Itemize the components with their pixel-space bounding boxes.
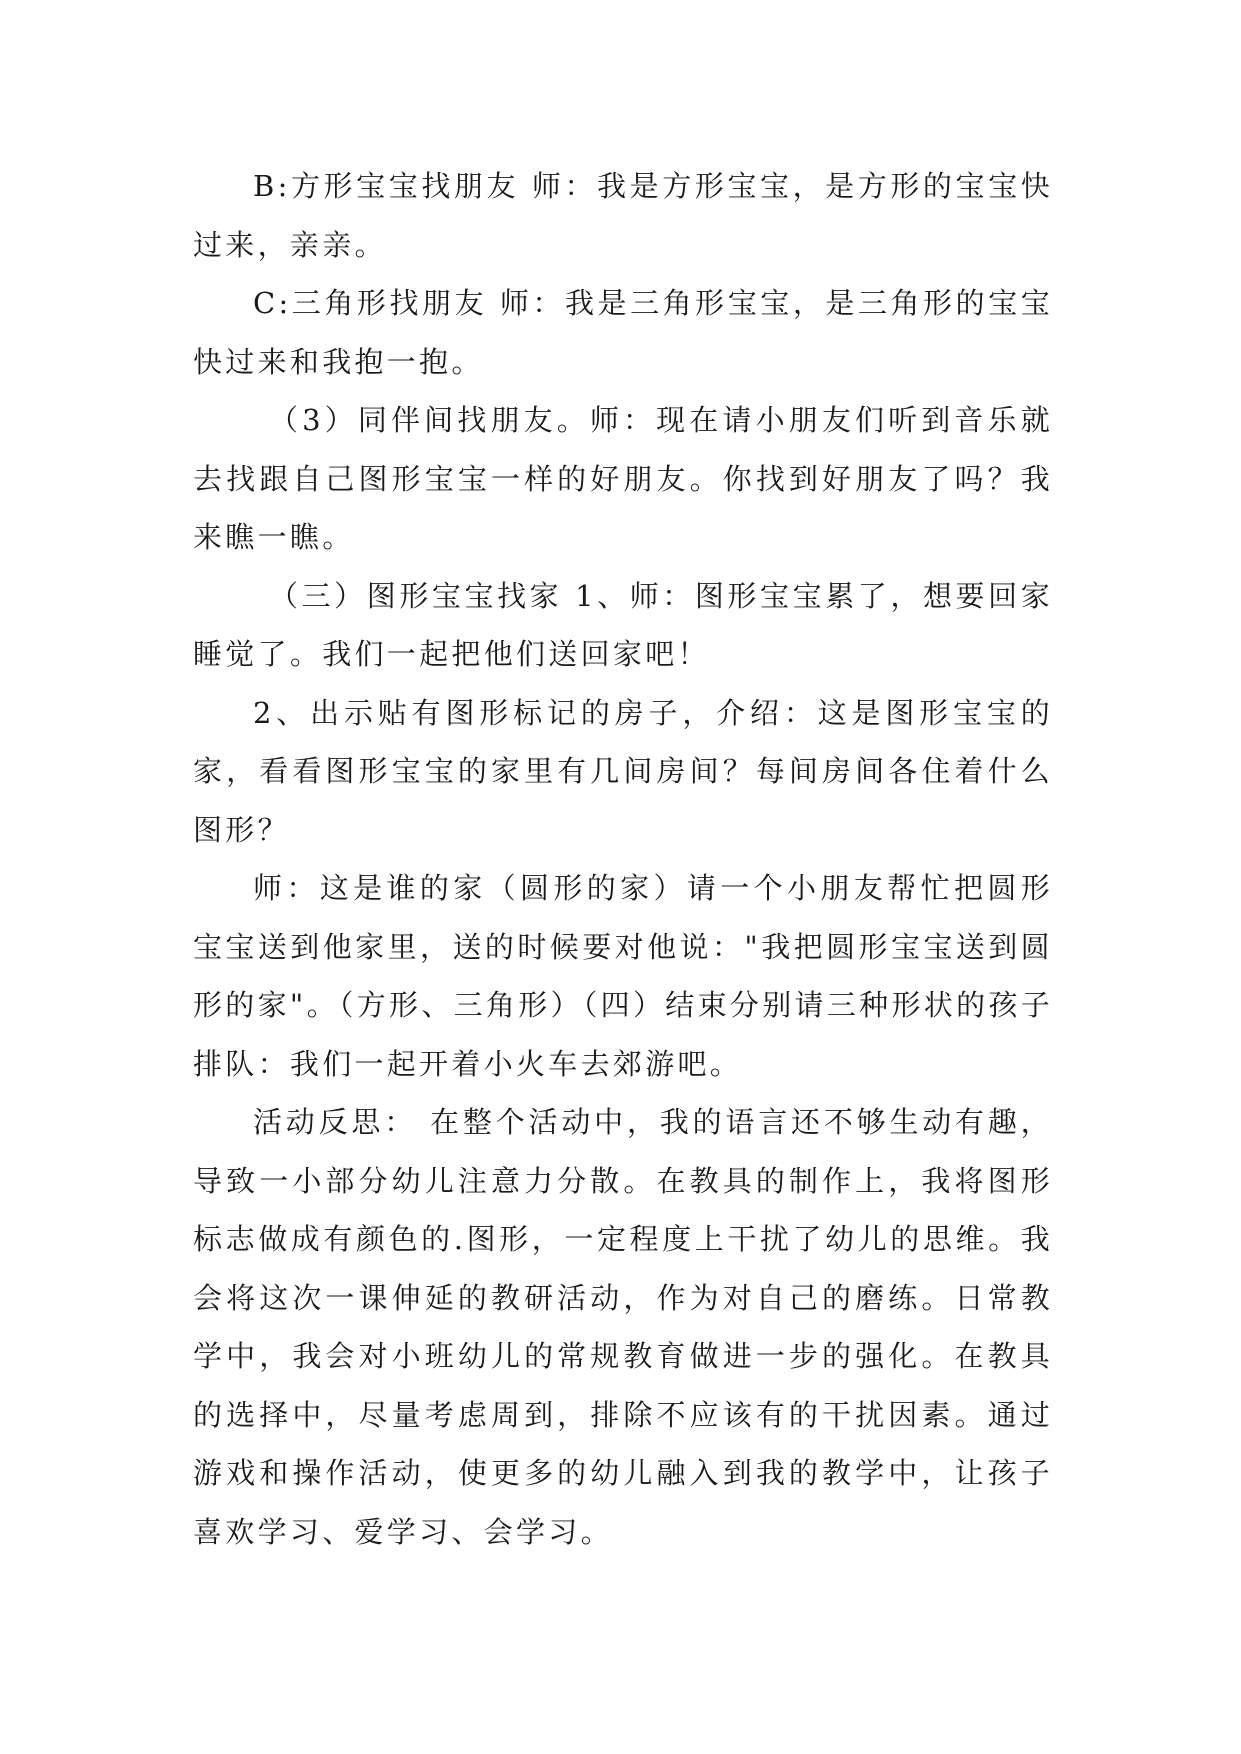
paragraph-triangle-friends: C:三角形找朋友 师：我是三角形宝宝，是三角形的宝宝快过来和我抱一抱。 (193, 286, 1053, 379)
document-body (193, 157, 1053, 1561)
paragraph-peer-friends: （3）同伴间找朋友。师：现在请小朋友们听到音乐就去找跟自己图形宝宝一样的好朋友。你找到好朋友了吗？我来瞧一瞧。 (193, 403, 1053, 554)
paragraph-square-friends: B:方形宝宝找朋友 师：我是方形宝宝，是方形的宝宝快过来，亲亲。 (193, 169, 1053, 262)
paragraph-show-houses: 2、出示贴有图形标记的房子，介绍：这是图形宝宝的家，看看图形宝宝的家里有几间房间？每间房间各住着什么图形？ (193, 695, 1053, 847)
paragraph-activity-reflection: 活动反思： 在整个活动中，我的语言还不够生动有趣，导致一小部分幼儿注意力分散。在教具的制作上，我将图形标志做成有颜色的.图形，一定程度上干扰了幼儿的思维。我会将这次一课伸延的教研活动，作为对自己的磨练。日常教学中，我会对小班幼儿的常规教育做进一步的强化。在教具的选择中，尽量考虑周到，排除不应该有的干扰因素。通过游戏和操作活动，使更多的幼儿融入到我的教学中，让孩子喜欢学习、爱学习、会学习。 (193, 1105, 1053, 1549)
paragraph-shapes-go-home: （三）图形宝宝找家 1、师：图形宝宝累了，想要回家睡觉了。我们一起把他们送回家吧！ (193, 578, 1053, 671)
paragraph-teacher-circle-home: 师：这是谁的家（圆形的家）请一个小朋友帮忙把圆形宝宝送到他家里，送的时候要对他说："我把圆形宝宝送到圆形的家"。（方形、三角形）（四）结束分别请三种形状的孩子排队：我们一起开着小火车去郊游吧。 (193, 871, 1053, 1081)
